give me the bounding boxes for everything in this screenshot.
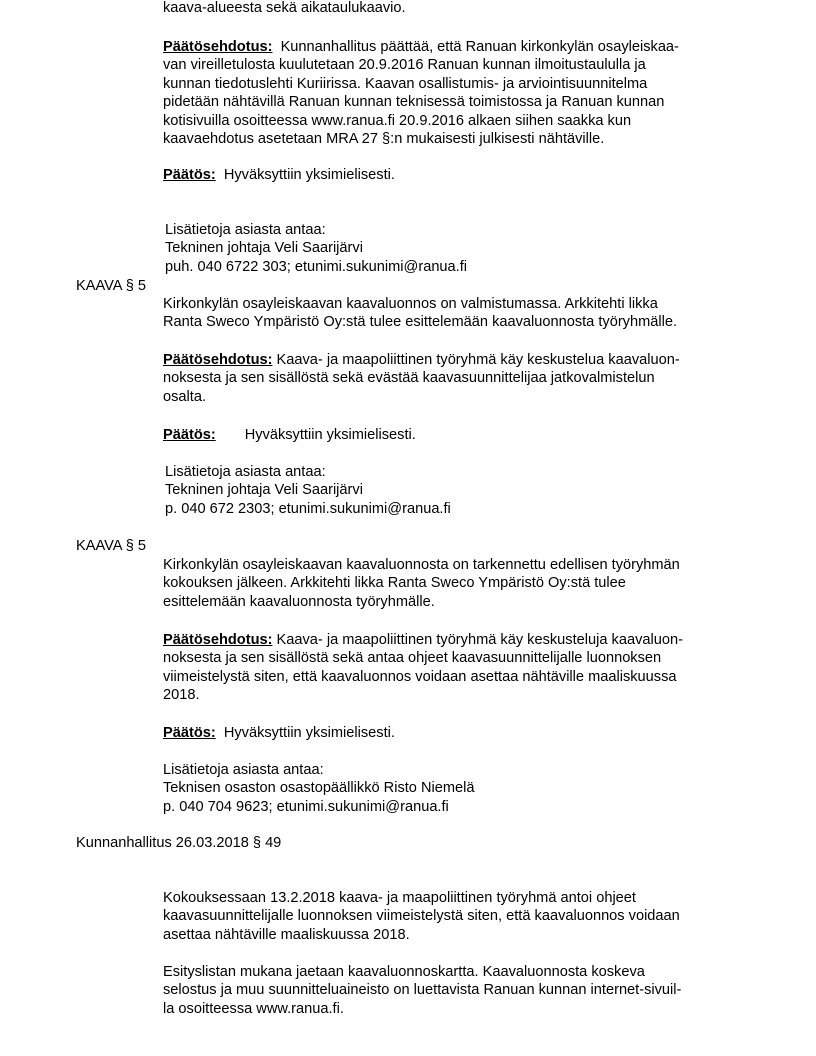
text-line: noksesta ja sen sisällöstä sekä antaa ohjeet kaavasuunnittelijalle luonnoksen [163, 650, 662, 667]
text-line: p. 040 704 9623; etunimi.sukunimi@ranua.fi [163, 798, 449, 815]
text-line: Lisätietoja asiasta antaa: [163, 762, 324, 778]
proposal-label: Päätösehdotus: [163, 352, 273, 368]
text-line [163, 166, 743, 184]
decision-text: Hyväksyttiin yksimielisesti. [244, 427, 416, 443]
text-line: Esityslistan mukana jaetaan kaavaluonnoskartta. Kaavaluonnosta koskeva [163, 964, 645, 980]
s2-info [165, 463, 745, 518]
s3-heading: KAAVA § 5 [76, 538, 147, 554]
s4-paragraph-1 [163, 889, 743, 944]
decision-text: Hyväksyttiin yksimielisesti. [223, 167, 395, 183]
text-line: viimeistelystä siten, että kaavaluonnos voidaan asettaa nähtäville maaliskuussa [163, 668, 677, 685]
text-line: selostus ja muu suunnitteluaineisto on luettavista Ranuan kunnan internet-sivuil- [163, 982, 682, 999]
text-line [163, 38, 743, 56]
text-line: p. 040 672 2303; etunimi.sukunimi@ranua.fi [165, 500, 451, 517]
decision-label: Päätös: [163, 725, 216, 741]
text-line: Ranta Sweco Ympäristö Oy:stä tulee esittelemään kaavaluonnosta työryhmälle. [163, 314, 678, 331]
s3-decision [163, 724, 743, 742]
text-line: pidetään nähtävillä Ranuan kunnan teknisessä toimistossa ja Ranuan kunnan [163, 94, 665, 111]
text-line: asettaa nähtäville maaliskuussa 2018. [163, 926, 410, 943]
text-line: Tekninen johtaja Veli Saarijärvi [165, 482, 363, 499]
text-line: Teknisen osaston osastopäällikkö Risto Niemelä [163, 780, 475, 797]
s3-proposal [163, 631, 743, 705]
text-line [163, 631, 743, 649]
s2-decision [163, 426, 743, 444]
text-line [163, 724, 743, 742]
text-line: van vireilletulosta kuulutetaan 20.9.2016 Ranuan kunnan ilmoitustaululla ja [163, 57, 646, 74]
s1-proposal [163, 38, 743, 148]
s2-intro [163, 295, 743, 332]
text-line: la osoitteessa www.ranua.fi. [163, 1000, 344, 1017]
s4-heading: Kunnanhallitus 26.03.2018 § 49 [76, 835, 282, 851]
s4-paragraph-2 [163, 963, 743, 1018]
text-line: kokouksen jälkeen. Arkkitehti likka Ranta Sweco Ympäristö Oy:stä tulee [163, 575, 626, 592]
text-line: kaavasuunnittelijalle luonnoksen viimeistelystä siten, että kaavaluonnos voidaan [163, 908, 680, 925]
paragraph-top [163, 0, 743, 17]
text-fragment: Kaava- ja maapoliittinen työryhmä käy keskusteluja kaavaluon- [276, 632, 683, 648]
text-line: esittelemään kaavaluonnosta työryhmälle. [163, 593, 435, 610]
text-line: kunnan tiedotuslehti Kuriirissa. Kaavan osallistumis- ja arviointisuunnitelma [163, 75, 648, 92]
s1-info [165, 221, 745, 276]
text-line: kaavaehdotus asetetaan MRA 27 §:n mukaisesti julkisesti nähtäville. [163, 131, 605, 148]
text-line [163, 351, 743, 369]
decision-label: Päätös: [163, 427, 216, 443]
text-line: noksesta ja sen sisällöstä sekä evästää kaavasuunnittelijaa jatkovalmistelun [163, 370, 655, 387]
text-line: osalta. [163, 388, 206, 405]
text-line: Kokouksessaan 13.2.2018 kaava- ja maapoliittinen työryhmä antoi ohjeet [163, 890, 636, 906]
text-line: Lisätietoja asiasta antaa: [165, 464, 326, 480]
text-line [163, 426, 743, 444]
text-fragment: Kaava- ja maapoliittinen työryhmä käy keskustelua kaavaluon- [276, 352, 680, 368]
s3-intro [163, 556, 743, 611]
text-line: 2018. [163, 687, 200, 704]
text-line: puh. 040 6722 303; etunimi.sukunimi@ranua.fi [165, 258, 468, 275]
text-fragment: Kunnanhallitus päättää, että Ranuan kirkonkylän osayleiskaa- [280, 39, 679, 55]
text-line: Tekninen johtaja Veli Saarijärvi [165, 240, 363, 257]
text-line: Kirkonkylän osayleiskaavan kaavaluonnos on valmistumassa. Arkkitehti likka [163, 296, 658, 312]
s3-info [163, 761, 743, 816]
decision-label: Päätös: [163, 167, 216, 183]
proposal-label: Päätösehdotus: [163, 632, 273, 648]
text-line: Kirkonkylän osayleiskaavan kaavaluonnosta on tarkennettu edellisen työryhmän [163, 557, 680, 573]
s2-proposal [163, 351, 743, 406]
text-line: kaava-alueesta sekä aikataulukaavio. [163, 0, 406, 16]
text-line: kotisivuilla osoitteessa www.ranua.fi 20.9.2016 alkaen siihen saakka kun [163, 112, 632, 129]
decision-text: Hyväksyttiin yksimielisesti. [223, 725, 395, 741]
s2-heading: KAAVA § 5 [76, 278, 147, 294]
text-line: Lisätietoja asiasta antaa: [165, 222, 326, 238]
proposal-label: Päätösehdotus: [163, 39, 273, 55]
s1-decision [163, 166, 743, 184]
